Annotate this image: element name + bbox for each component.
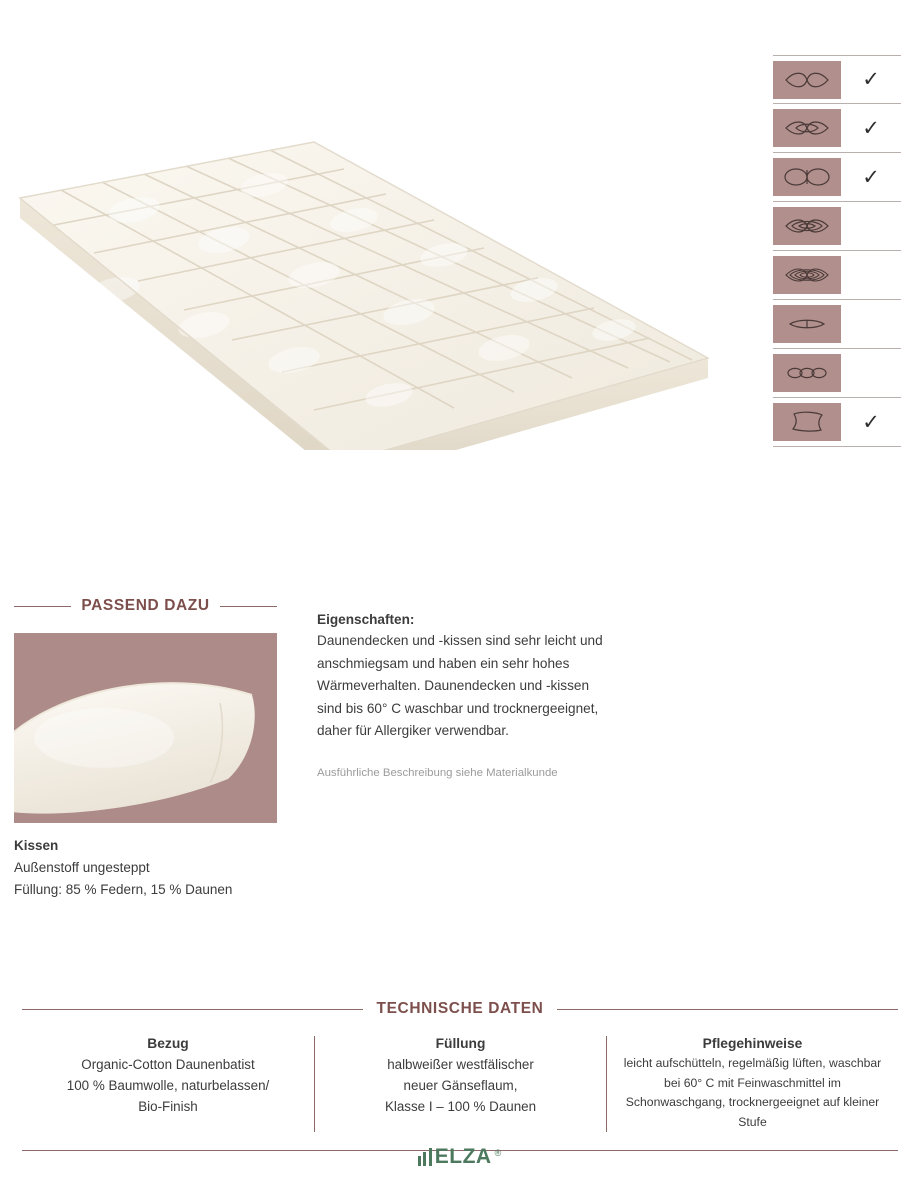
kissen-photo (14, 633, 277, 823)
two-chamber-down-icon (773, 61, 841, 99)
table-row (773, 202, 901, 251)
four-chamber-icon (773, 207, 841, 245)
tech-column-text: Organic-Cotton Daunenbatist 100 % Baumwolle, naturbelassen/ Bio-Finish (66, 1057, 270, 1115)
check-mark: ✓ (862, 409, 880, 434)
table-row (773, 349, 901, 398)
table-row (773, 300, 901, 349)
table-row (773, 251, 901, 300)
check-mark: ✓ (862, 164, 880, 189)
triple-small-chamber-icon (773, 354, 841, 392)
logo-bars-icon (418, 1148, 432, 1166)
table-row (773, 153, 901, 202)
tech-column-text: halbweißer westfälischer neuer Gänseflaum, Klasse I – 100 % Daunen (384, 1057, 537, 1115)
eigenschaften-section (317, 612, 617, 782)
brand-logo (0, 1145, 919, 1168)
divider-right (557, 1009, 898, 1010)
check-mark: ✓ (862, 67, 880, 91)
tech-column-fuellung (314, 1036, 606, 1132)
kissen-caption (14, 835, 277, 901)
tech-column-heading: Bezug (147, 1036, 189, 1051)
tech-column-text: leicht aufschütteln, regelmäßig lüften, waschbar bei 60° C mit Feinwaschmittel im Schonwaschgang, trocknergeeignet auf kleiner Stufe (623, 1056, 882, 1129)
check-mark: ✓ (862, 115, 880, 140)
technische-daten-section (22, 1000, 898, 1151)
single-light-chamber-icon (773, 305, 841, 343)
duvet-svg (14, 90, 714, 450)
passend-dazu-title: PASSEND DAZU (81, 597, 210, 614)
logo-registered-mark: ® (494, 1148, 502, 1158)
technische-daten-header (22, 1000, 898, 1018)
eigenschaften-title: Eigenschaften: (317, 612, 415, 627)
multi-chamber-icon (773, 256, 841, 294)
technische-daten-columns (22, 1036, 898, 1151)
table-row (773, 398, 901, 447)
property-icon-table (773, 55, 901, 447)
eigenschaften-note: Ausführliche Beschreibung siehe Materialkunde (317, 766, 558, 779)
kissen-caption-line-1: Außenstoff ungesteppt (14, 859, 150, 875)
double-cassette-icon (773, 158, 841, 196)
duvet-illustration (14, 90, 714, 450)
divider-left (22, 1009, 363, 1010)
tech-column-heading: Pflegehinweise (702, 1036, 803, 1051)
kissen-caption-line-2: Füllung: 85 % Federn, 15 % Daunen (14, 881, 233, 897)
logo-wordmark: ELZA (434, 1145, 492, 1168)
passend-dazu-section (14, 597, 277, 901)
technische-daten-title: TECHNISCHE DATEN (376, 1000, 544, 1017)
pillow-svg (14, 633, 277, 823)
table-row (773, 55, 901, 104)
divider-right (220, 606, 277, 607)
tech-column-pflegehinweise (606, 1036, 898, 1132)
eigenschaften-body: Daunendecken und -kissen sind sehr leicht und anschmiegsam und haben ein sehr hohes Wärmeverhalten. Daunendecken und -kissen sind bis 60° C waschbar und trocknergeeignet, daher für Allergiker verwendbar. (317, 633, 603, 739)
pillow-icon (773, 403, 841, 441)
kissen-caption-title: Kissen (14, 838, 59, 853)
three-chamber-down-icon (773, 109, 841, 147)
product-image (0, 30, 740, 460)
passend-dazu-header (14, 597, 277, 615)
table-row (773, 104, 901, 153)
divider-left (14, 606, 71, 607)
tech-column-heading: Füllung (435, 1036, 486, 1051)
tech-column-bezug (22, 1036, 314, 1132)
